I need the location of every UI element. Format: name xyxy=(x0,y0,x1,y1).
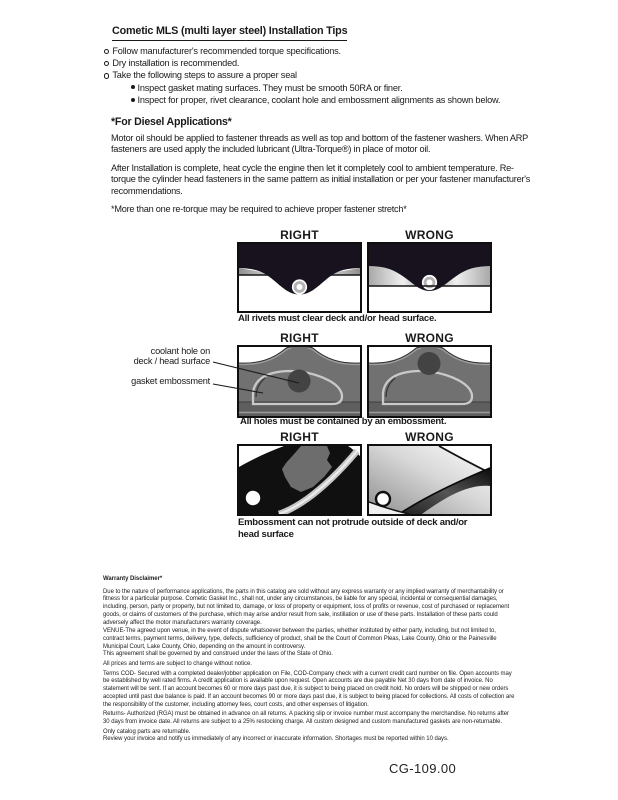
open-bullet-icon xyxy=(104,49,109,54)
disclaimer-catalog-note: Only catalog parts are returnable. xyxy=(103,728,191,735)
coolant-label-line2: deck / head surface xyxy=(133,356,210,367)
diagram2-wrong-label: WRONG xyxy=(405,331,454,345)
diagram1-wrong-illustration xyxy=(367,242,492,313)
diagram3-caption: Embossment can not protrude outside of deck and/or head surface xyxy=(238,517,468,540)
disclaimer-heading: Warranty Disclaimer* xyxy=(103,576,163,582)
disclaimer-governing-law: This agreement shall be governed by and construed under the laws of the State of Ohio. xyxy=(103,651,333,658)
diagram3-right-illustration xyxy=(237,444,362,516)
retorque-note: *More than one re-torque may be required to achieve proper fastener stretch* xyxy=(111,204,407,214)
diagram3-wrong-illustration xyxy=(367,444,492,516)
disclaimer-prices-note: All prices and terms are subject to change without notice. xyxy=(103,661,252,668)
hole-embossment-wrong-icon xyxy=(369,347,490,416)
page-title: Cometic MLS (multi layer steel) Installation Tips xyxy=(112,25,347,41)
disclaimer-terms-paragraph: Terms COD- Secured with a completed dealer/jobber application on File, COD-Company check with a current credit card number on file. Open accounts may be established by well rated firms. A credit application is available upon request. Open accounts are due payable Net 30 days from date of invoice. No statement will be sent. If an account becomes 60 or more days past due, it is subject to being placed on credit hold. No orders will be shipped or new orders accepted until past due balance is paid. If an account becomes 90 or more days past due, it is subject to being placed for collections. All costs of collection are the responsibility of the customer, including attorney fees, court costs, and other expenses of litigation. xyxy=(103,670,515,708)
list-item xyxy=(104,57,544,69)
page-number: CG-109.00 xyxy=(389,761,457,776)
open-bullet-icon xyxy=(104,73,109,78)
list-item xyxy=(104,69,544,81)
gasket-embossment-label: gasket embossment xyxy=(131,376,210,386)
diesel-paragraph-1: Motor oil should be applied to fastener threads as well as top and bottom of the fastener washers. When ARP fasteners are used apply the included lubricant (Ultra-Torque®) in place of motor oil. xyxy=(111,133,528,155)
diagram1-right-illustration xyxy=(237,242,362,313)
tip-text: Inspect gasket mating surfaces. They must be smooth 50RA or finer. xyxy=(137,82,403,93)
rivet-clearance-right-icon xyxy=(239,244,360,311)
tip-text: Take the following steps to assure a proper seal xyxy=(112,70,297,81)
diagram2-wrong-illustration xyxy=(367,345,492,418)
warranty-disclaimer-section xyxy=(103,576,517,744)
diagram3-right-label: RIGHT xyxy=(280,430,319,444)
list-item xyxy=(131,82,544,94)
tip-text: Dry installation is recommended. xyxy=(112,58,240,69)
filled-bullet-icon xyxy=(131,85,135,89)
diagram1-right-label: RIGHT xyxy=(280,228,319,242)
disclaimer-returns-paragraph: Returns- Authorized (RGA) must be obtained in advance on all returns. A packing slip or invoice number must accompany the merchandise. No returns after 30 days from invoice date. All returns are subject to a 25% restocking charge. All custom designed and custom manufactured gaskets are non-returnable. xyxy=(103,711,509,725)
list-item xyxy=(104,45,544,57)
diagram3-wrong-label: WRONG xyxy=(405,430,454,444)
disclaimer-venue-paragraph: VENUE-The agreed upon venue, in the event of dispute whatsoever between the parties, whether instituted by either party, including, but not limited to, contract terms, payment terms, delivery, type, defects, sufficiency of product, shall be the Court of Common Pleas, Lake County, Ohio or the Painesville Municipal Court, Lake County, Ohio, depending on the amount in controversy. xyxy=(103,628,497,650)
disclaimer-warranty-paragraph: Due to the nature of performance applications, the parts in this catalog are sold without any express warranty or any implied warranty of merchantability or fitness for a particular purpose. Cometic Gasket Inc., shall not, under any circumstances, be liable for any special, incidental or consequential damages, including, person, party or property, but not limited to, damage, or loss of property or equipment, loss of profits or revenue, cost of purchased or replacement goods, or claims of customers of the purchase, which may arise and/or result from sale, instillation or use of these parts. Installation of these parts could adversely affect the motor manufacturers warranty coverage. xyxy=(103,588,510,626)
diagram1-wrong-label: WRONG xyxy=(405,228,454,242)
tip-text: Follow manufacturer's recommended torque specifications. xyxy=(112,46,341,56)
disclaimer-review-note: Review your invoice and notify us immediately of any incorrect or inaccurate information. Shortages must be reported within 10 days. xyxy=(103,736,449,743)
diagram1-caption: All rivets must clear deck and/or head surface. xyxy=(238,313,437,324)
diagram2-right-label: RIGHT xyxy=(280,331,319,345)
tip-text: Inspect for proper, rivet clearance, coolant hole and embossment alignments as shown below. xyxy=(137,94,501,105)
list-item xyxy=(131,94,544,106)
filled-bullet-icon xyxy=(131,98,135,102)
installation-tips-list xyxy=(104,45,544,106)
coolant-hole-label xyxy=(100,346,210,367)
rivet-clearance-wrong-icon xyxy=(369,244,490,311)
leader-lines xyxy=(208,352,308,400)
embossment-right-icon xyxy=(239,446,360,514)
open-bullet-icon xyxy=(104,61,109,66)
coolant-label-line1: coolant hole on xyxy=(150,346,210,356)
diagram2-caption: All holes must be contained by an embossment. xyxy=(240,416,447,427)
embossment-wrong-icon xyxy=(369,446,490,514)
diesel-paragraph-2: After Installation is complete, heat cycle the engine then let it completely cool to ambient temperature. Re-torque the cylinder head fasteners in the same pattern as initial installation or per your fastener manufacturer's recommendations. xyxy=(111,163,531,196)
diesel-heading: *For Diesel Applications* xyxy=(111,116,232,128)
